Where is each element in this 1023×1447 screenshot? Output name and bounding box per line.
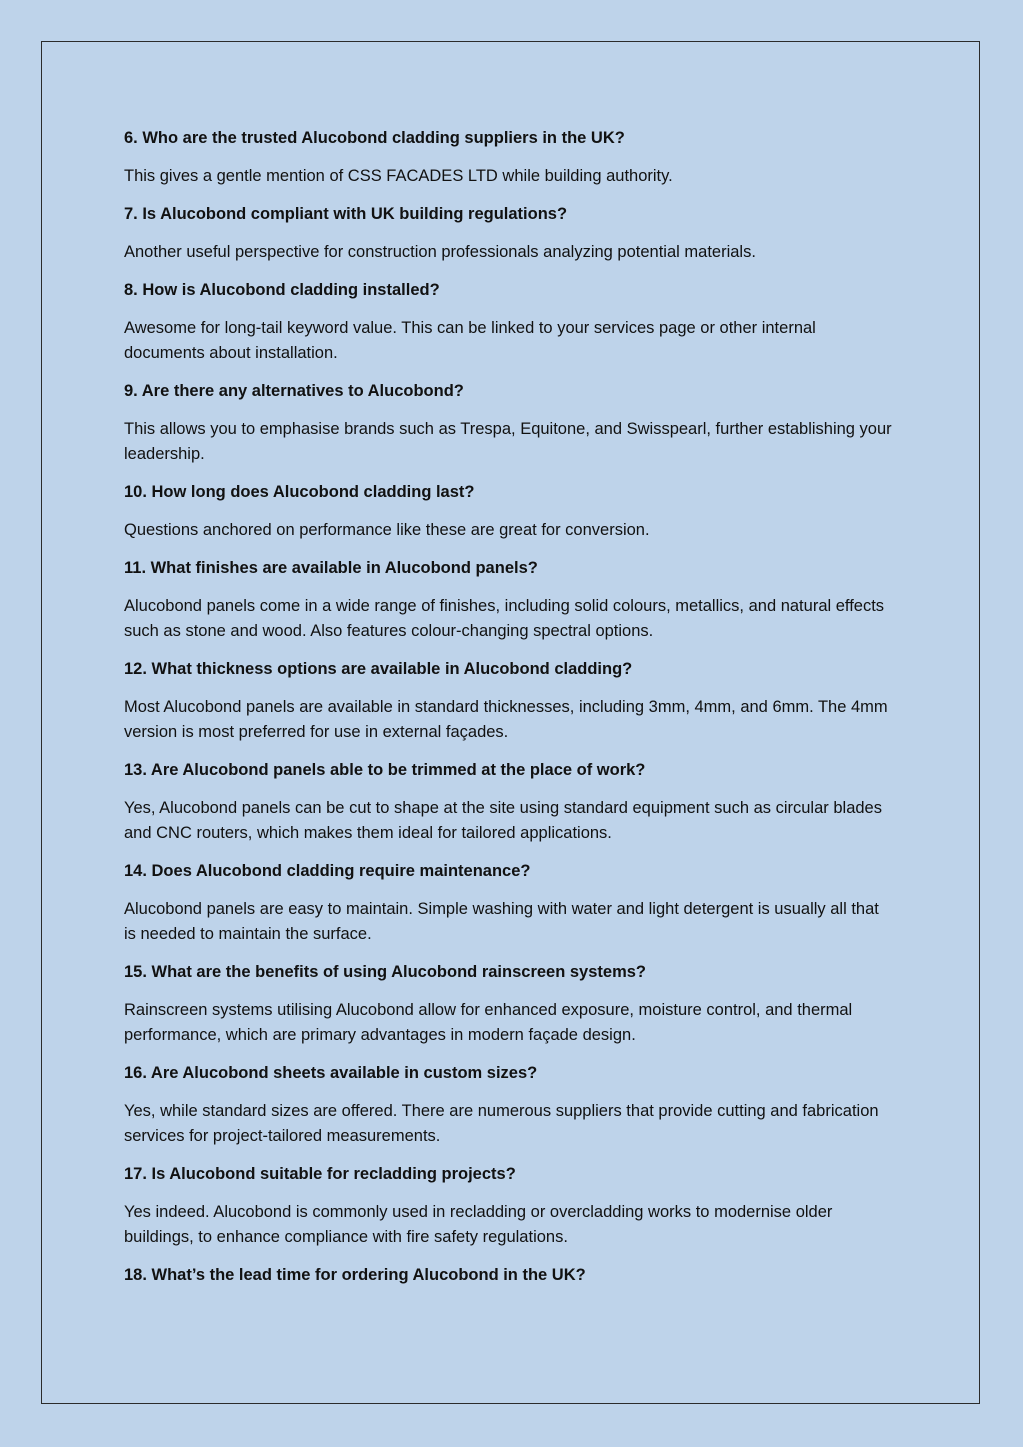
faq-answer: Another useful perspective for construction professionals analyzing potential materials.	[124, 243, 756, 261]
faq-question: 8. How is Alucobond cladding installed?	[124, 281, 440, 299]
faq-answer: Questions anchored on performance like these are great for conversion.	[124, 521, 650, 539]
faq-item	[124, 1162, 894, 1250]
faq-item	[124, 1263, 894, 1288]
faq-item	[124, 859, 894, 947]
faq-answer: Yes, Alucobond panels can be cut to shape at the site using standard equipment such as circular blades and CNC routers, which makes them ideal for tailored applications.	[124, 799, 882, 842]
faq-answer: Most Alucobond panels are available in standard thicknesses, including 3mm, 4mm, and 6mm. The 4mm version is most preferred for use in external façades.	[124, 698, 888, 741]
faq-question: 6. Who are the trusted Alucobond cladding suppliers in the UK?	[124, 129, 625, 147]
faq-question: 15. What are the benefits of using Alucobond rainscreen systems?	[124, 963, 647, 981]
faq-question: 7. Is Alucobond compliant with UK building regulations?	[124, 205, 568, 223]
faq-item	[124, 960, 894, 1048]
faq-item	[124, 480, 894, 543]
faq-item	[124, 379, 894, 467]
faq-item	[124, 278, 894, 366]
faq-item	[124, 657, 894, 745]
faq-answer: Yes indeed. Alucobond is commonly used in recladding or overcladding works to modernise older buildings, to enhance compliance with fire safety regulations.	[124, 1203, 833, 1246]
faq-item	[124, 1061, 894, 1149]
faq-question: 11. What finishes are available in Alucobond panels?	[124, 559, 538, 577]
faq-item	[124, 202, 894, 265]
faq-question: 14. Does Alucobond cladding require maintenance?	[124, 862, 531, 880]
page-frame	[41, 41, 980, 1404]
faq-answer: Awesome for long-tail keyword value. This can be linked to your services page or other internal documents about installation.	[124, 319, 816, 362]
faq-question: 12. What thickness options are available in Alucobond cladding?	[124, 660, 633, 678]
faq-question: 16. Are Alucobond sheets available in custom sizes?	[124, 1064, 538, 1082]
faq-answer: Rainscreen systems utilising Alucobond allow for enhanced exposure, moisture control, and thermal performance, which are primary advantages in modern façade design.	[124, 1001, 853, 1044]
faq-answer: This gives a gentle mention of CSS FACADES LTD while building authority.	[124, 167, 673, 185]
faq-question: 10. How long does Alucobond cladding last?	[124, 483, 475, 501]
faq-question: 13. Are Alucobond panels able to be trimmed at the place of work?	[124, 761, 646, 779]
faq-question: 17. Is Alucobond suitable for recladding projects?	[124, 1165, 516, 1183]
faq-item	[124, 758, 894, 846]
faq-item	[124, 556, 894, 644]
faq-list	[124, 126, 894, 1301]
faq-answer: This allows you to emphasise brands such as Trespa, Equitone, and Swisspearl, further establishing your leadership.	[124, 420, 892, 463]
faq-answer: Alucobond panels are easy to maintain. Simple washing with water and light detergent is usually all that is needed to maintain the surface.	[124, 900, 879, 943]
faq-question: 18. What’s the lead time for ordering Alucobond in the UK?	[124, 1266, 586, 1284]
faq-answer: Alucobond panels come in a wide range of finishes, including solid colours, metallics, and natural effects such as stone and wood. Also features colour-changing spectral options.	[124, 597, 885, 640]
faq-item	[124, 126, 894, 189]
faq-question: 9. Are there any alternatives to Alucobond?	[124, 382, 464, 400]
faq-answer: Yes, while standard sizes are offered. There are numerous suppliers that provide cutting and fabrication services for project-tailored measurements.	[124, 1102, 879, 1145]
